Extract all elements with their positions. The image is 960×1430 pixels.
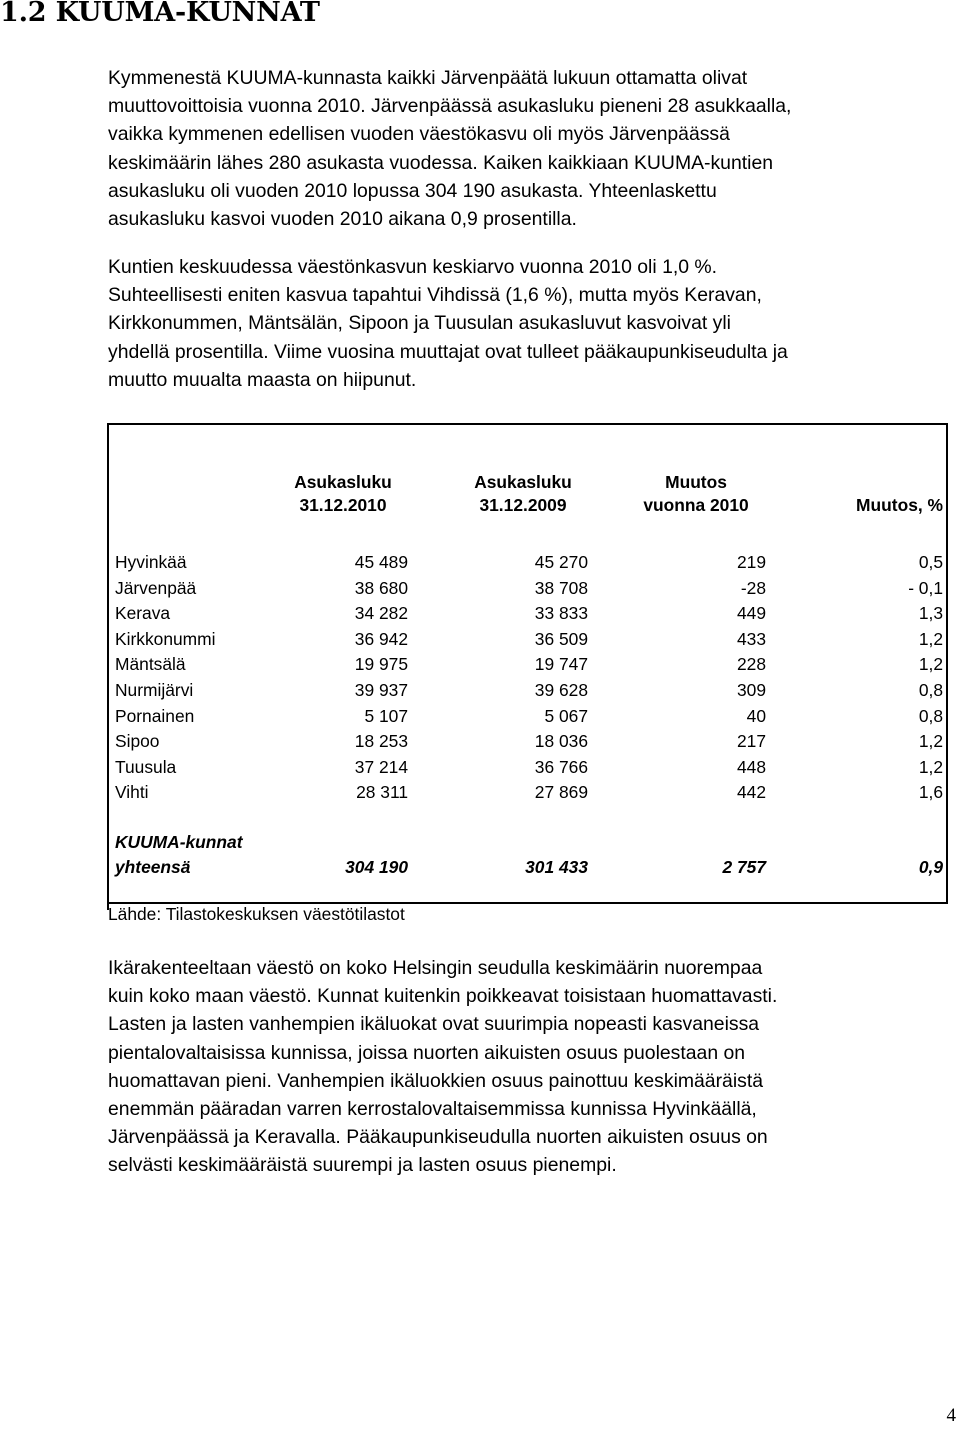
row-pop-2009: 36 766 [534, 757, 588, 777]
total-change-pct: 0,9 [918, 857, 943, 877]
table-source-note: Lähde: Tilastokeskuksen väestötilastot [108, 904, 405, 924]
age-structure-paragraph [108, 954, 958, 1180]
row-change: 219 [736, 552, 766, 572]
paragraph-line: Suhteellisesti eniten kasvua tapahtui Vihdissä (1,6 %), mutta myös Keravan, [108, 284, 762, 307]
row-name: Järvenpää [115, 578, 197, 598]
column-header-line1 [783, 471, 943, 494]
total-pop-2010: 304 190 [345, 857, 408, 877]
row-pop-2009: 19 747 [534, 654, 588, 674]
paragraph-line: Järvenpäässä ja Keravalla. Pääkaupunkiseudulla nuorten aikuisten osuus on [108, 1126, 768, 1149]
total-label-line2: yhteensä [115, 857, 191, 877]
column-header [278, 471, 408, 517]
row-pop-2009: 18 036 [534, 731, 588, 751]
paragraph-line: yhdellä prosentilla. Viime vuosina muuttajat ovat tulleet pääkaupunkiseudulta ja [108, 340, 788, 363]
row-name: Kerava [115, 603, 171, 623]
row-name: Pornainen [115, 706, 195, 726]
column-header-line1: Asukasluku [294, 472, 392, 492]
column-header-line1: Asukasluku [474, 472, 572, 492]
paragraph-line: Kymmenestä KUUMA-kunnasta kaikki Järvenpäätä lukuun ottamatta olivat [108, 67, 748, 89]
row-change-pct: - 0,1 [908, 578, 943, 598]
row-pop-2009: 27 869 [534, 782, 588, 802]
row-change: -28 [740, 578, 766, 598]
row-change: 442 [736, 782, 766, 802]
row-change-pct: 1,2 [918, 629, 943, 649]
row-pop-2009: 38 708 [534, 578, 588, 598]
row-name: Kirkkonummi [115, 629, 216, 649]
row-change-pct: 1,2 [918, 731, 943, 751]
row-change-pct: 1,2 [918, 757, 943, 777]
row-name: Tuusula [115, 757, 177, 777]
row-pop-2009: 36 509 [534, 629, 588, 649]
row-change: 449 [736, 603, 766, 623]
row-change: 433 [736, 629, 766, 649]
intro-paragraph [108, 64, 958, 233]
section-heading: 1.2 KUUMA-KUNNAT [0, 0, 320, 28]
row-pop-2010: 39 937 [354, 680, 408, 700]
row-pop-2009: 45 270 [534, 552, 588, 572]
column-header [626, 471, 766, 517]
column-header [783, 471, 943, 517]
row-pop-2010: 38 680 [354, 578, 408, 598]
row-change: 448 [736, 757, 766, 777]
row-pop-2009: 39 628 [534, 680, 588, 700]
paragraph-line: asukasluku oli vuoden 2010 lopussa 304 190 asukasta. Yhteenlaskettu [108, 179, 717, 202]
row-name: Sipoo [115, 731, 160, 751]
row-pop-2010: 37 214 [354, 757, 408, 777]
paragraph-line: selvästi keskimääräistä suurempi ja lasten osuus pienempi. [108, 1154, 617, 1177]
total-pop-2009: 301 433 [525, 857, 588, 877]
row-pop-2010: 18 253 [354, 731, 408, 751]
paragraph-line: muuttovoittoisia vuonna 2010. Järvenpäässä asukasluku pieneni 28 asukkaalla, [108, 95, 792, 118]
column-header-line2: 31.12.2009 [479, 495, 567, 515]
row-name: Vihti [115, 782, 149, 802]
column-header-line2: Muutos, % [856, 495, 943, 515]
paragraph-line: Lasten ja lasten vanhempien ikäluokat ovat suurimpia nopeasti kasvaneissa [108, 1013, 760, 1036]
paragraph-line: huomattavan pieni. Vanhempien ikäluokkien osuus painottuu keskimääräistä [108, 1069, 764, 1092]
paragraph-line: asukasluku kasvoi vuoden 2010 aikana 0,9 prosentilla. [108, 208, 577, 231]
growth-paragraph [108, 253, 958, 394]
row-change-pct: 1,6 [918, 782, 943, 802]
total-change: 2 757 [722, 857, 766, 877]
paragraph-line: Ikärakenteeltaan väestö on koko Helsingin seudulla keskimäärin nuorempaa [108, 957, 763, 979]
total-label-line1: KUUMA-kunnat [115, 832, 243, 852]
row-change-pct: 1,2 [918, 654, 943, 674]
row-name: Hyvinkää [115, 552, 187, 572]
page-number: 4 [946, 1405, 956, 1426]
paragraph-line: keskimäärin lähes 280 asukasta vuodessa. Kaiken kaikkiaan KUUMA-kuntien [108, 151, 774, 174]
paragraph-line: vaikka kymmenen edellisen vuoden väestökasvu oli myös Järvenpäässä [108, 123, 730, 146]
paragraph-line: Kirkkonummen, Mäntsälän, Sipoon ja Tuusulan asukasluvut kasvoivat yli [108, 312, 731, 335]
row-name: Mäntsälä [115, 654, 186, 674]
paragraph-line: enemmän pääradan varren kerrostalovaltaisemmissa kunnissa Hyvinkäällä, [108, 1098, 757, 1121]
column-header [458, 471, 588, 517]
row-change: 40 [746, 706, 766, 726]
row-change-pct: 0,5 [918, 552, 943, 572]
row-pop-2009: 33 833 [534, 603, 588, 623]
row-pop-2010: 45 489 [354, 552, 408, 572]
row-change: 217 [736, 731, 766, 751]
column-header-line2: vuonna 2010 [643, 495, 749, 515]
paragraph-line: Kuntien keskuudessa väestönkasvun keskiarvo vuonna 2010 oli 1,0 %. [108, 256, 718, 278]
row-name: Nurmijärvi [115, 680, 194, 700]
paragraph-line: pientalovaltaisissa kunnissa, joissa nuorten aikuisten osuus puolestaan on [108, 1041, 746, 1064]
row-pop-2010: 5 107 [364, 706, 408, 726]
row-pop-2010: 34 282 [354, 603, 408, 623]
row-change-pct: 0,8 [918, 680, 943, 700]
row-pop-2010: 19 975 [354, 654, 408, 674]
row-change: 309 [736, 680, 766, 700]
row-pop-2010: 28 311 [356, 782, 408, 802]
column-header-line1: Muutos [665, 472, 727, 492]
row-change-pct: 0,8 [918, 706, 943, 726]
row-pop-2009: 5 067 [544, 706, 588, 726]
column-header-line2: 31.12.2010 [299, 495, 387, 515]
row-change: 228 [736, 654, 766, 674]
row-pop-2010: 36 942 [354, 629, 408, 649]
paragraph-line: kuin koko maan väestö. Kunnat kuitenkin poikkeavat toisistaan huomattavasti. [108, 985, 778, 1008]
paragraph-line: muutto muualta maasta on hiipunut. [108, 368, 417, 391]
row-change-pct: 1,3 [918, 603, 943, 623]
